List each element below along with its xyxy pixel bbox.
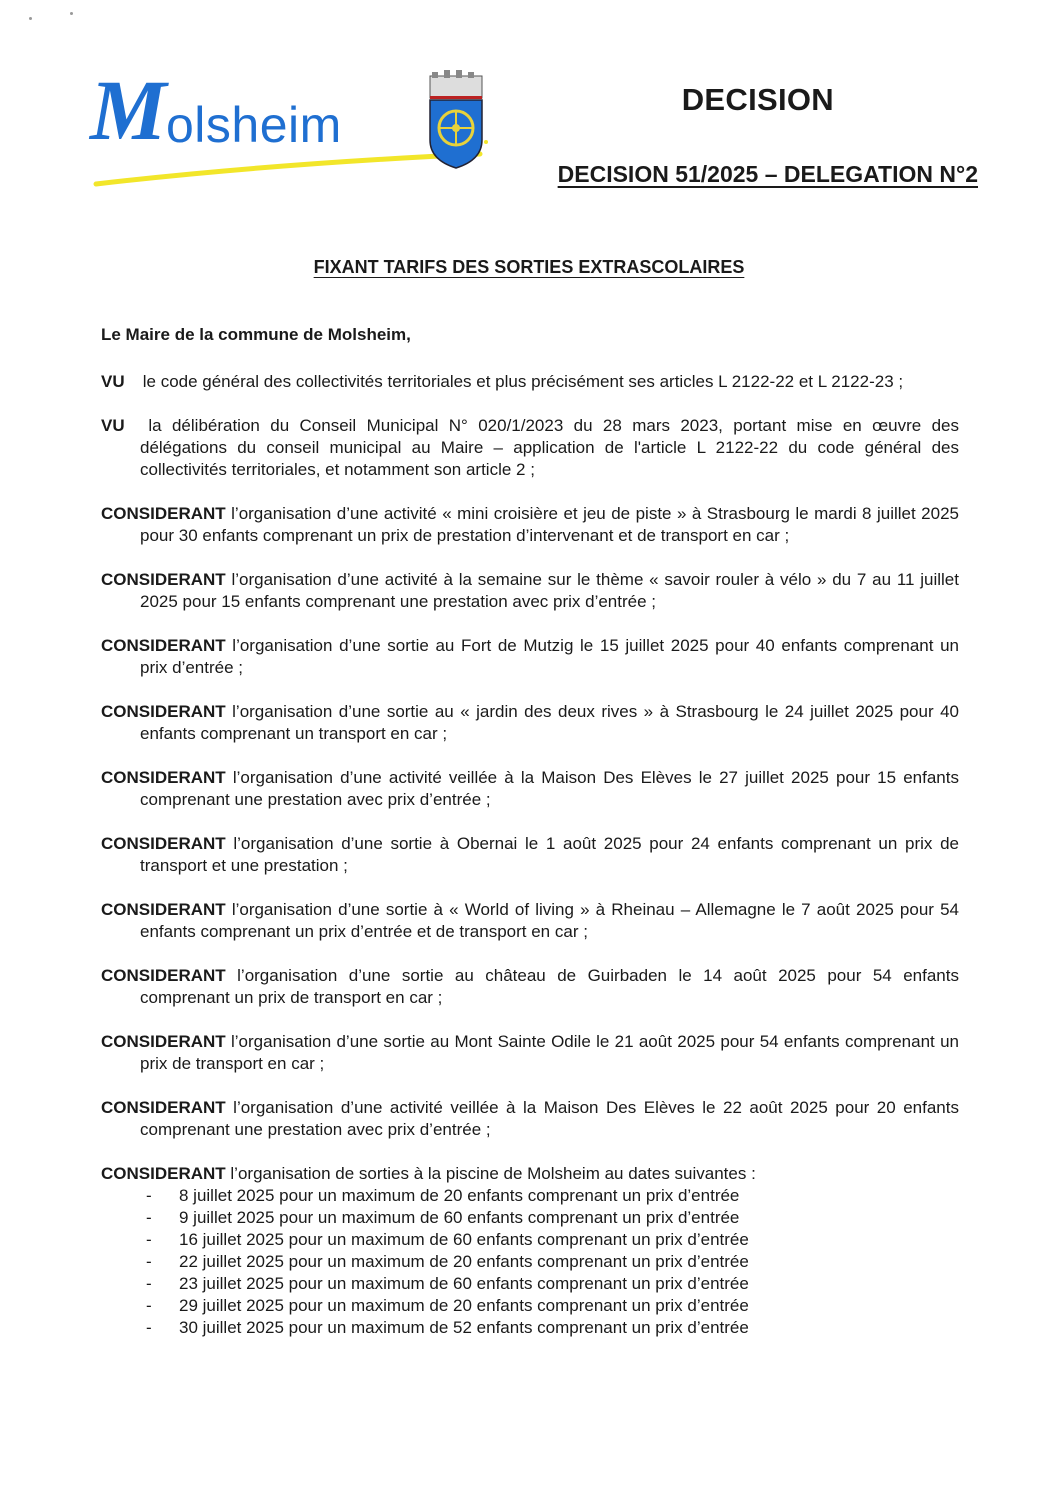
bullet-dash: - [146, 1318, 152, 1337]
visa-text: le code général des collectivités territoriales et plus précisément ses articles L 2122-22 et L 2122-23 ; [142, 372, 904, 391]
list-item [101, 1273, 959, 1295]
bullet-dash: - [146, 1252, 152, 1271]
considerant-text: l’organisation d’une activité veillée à la Maison Des Elèves le 27 juillet 2025 pour 15 enfants comprenant une prestation avec prix d’entrée ; [140, 768, 959, 809]
bullet-dash: - [146, 1186, 152, 1205]
visa-paragraph [101, 415, 959, 481]
considerant-paragraph [101, 635, 959, 679]
considerant-paragraph [101, 767, 959, 811]
list-item [101, 1317, 959, 1339]
considerant-paragraph [101, 569, 959, 613]
list-item [101, 1207, 959, 1229]
bullet-dash: - [146, 1296, 152, 1315]
list-item-text: 29 juillet 2025 pour un maximum de 20 enfants comprenant un prix d’entrée [179, 1296, 749, 1315]
list-item-text: 22 juillet 2025 pour un maximum de 20 enfants comprenant un prix d’entrée [179, 1252, 749, 1271]
logo-wordmark: olsheim [166, 97, 342, 153]
considerant-text: l’organisation d’une sortie au château de Guirbaden le 14 août 2025 pour 54 enfants comprenant un prix de transport en car ; [140, 966, 959, 1007]
list-item-text: 23 juillet 2025 pour un maximum de 60 enfants comprenant un prix d’entrée [179, 1274, 749, 1293]
list-item-text: 30 juillet 2025 pour un maximum de 52 enfants comprenant un prix d’entrée [179, 1318, 749, 1337]
list-item-text: 9 juillet 2025 pour un maximum de 60 enfants comprenant un prix d’entrée [179, 1208, 740, 1227]
scan-artifact [70, 12, 73, 15]
considerant-text: l’organisation d’une sortie au Mont Sainte Odile le 21 août 2025 pour 54 enfants comprenant un prix de transport en car ; [140, 1032, 959, 1073]
considerant-text: l’organisation de sorties à la piscine de Molsheim au dates suivantes : [230, 1164, 756, 1183]
list-item-text: 8 juillet 2025 pour un maximum de 20 enfants comprenant un prix d’entrée [179, 1186, 740, 1205]
considerant-keyword: CONSIDERANT [101, 1098, 226, 1117]
considerant-text: l’organisation d’une sortie au Fort de Mutzig le 15 juillet 2025 pour 40 enfants comprenant un prix d’entrée ; [140, 636, 959, 677]
considerant-text: l’organisation d’une sortie à Obernai le 1 août 2025 pour 24 enfants comprenant un prix de transport et une prestation ; [140, 834, 959, 875]
visa-paragraph [101, 371, 959, 393]
decision-reference: DECISION 51/2025 – DELEGATION N°2 [557, 161, 978, 187]
considerant-keyword: CONSIDERANT [101, 1032, 226, 1051]
considerant-paragraph [101, 1031, 959, 1075]
considerant-paragraph [101, 965, 959, 1009]
document-title: DECISION [681, 82, 834, 117]
visa-keyword: VU [101, 372, 125, 391]
considerant-keyword: CONSIDERANT [101, 504, 226, 523]
bullet-dash: - [146, 1274, 152, 1293]
considerant-keyword: CONSIDERANT [101, 966, 226, 985]
considerant-paragraph [101, 701, 959, 745]
considerant-paragraph [101, 503, 959, 547]
list-item [101, 1251, 959, 1273]
mayor-intro: Le Maire de la commune de Molsheim, [101, 325, 411, 344]
logo-initial: M [90, 62, 167, 158]
considerant-paragraph [101, 899, 959, 943]
bullet-dash: - [146, 1208, 152, 1227]
visa-text: la délibération du Conseil Municipal N° 020/1/2023 du 28 mars 2023, portant mise en œuvre des délégations du conseil municipal au Maire – application de l'article L 2122-22 du code général des collectivités territoriales, et notamment son article 2 ; [140, 416, 959, 479]
list-item [101, 1295, 959, 1317]
considerant-keyword: CONSIDERANT [101, 636, 226, 655]
considerant-keyword: CONSIDERANT [101, 570, 226, 589]
considerant-paragraph [101, 1097, 959, 1141]
considerant-paragraph [101, 833, 959, 877]
considerant-text: l’organisation d’une sortie au « jardin des deux rives » à Strasbourg le 24 juillet 2025 pour 40 enfants comprenant un transport en car ; [140, 702, 959, 743]
considerant-text: l’organisation d’une activité « mini croisière et jeu de piste » à Strasbourg le mardi 8 juillet 2025 pour 30 enfants comprenant un prix de prestation d’intervenant et de transport en car ; [140, 504, 959, 545]
considerant-paragraph-piscine [101, 1163, 959, 1185]
decision-subject: FIXANT TARIFS DES SORTIES EXTRASCOLAIRES [313, 257, 745, 277]
list-item [101, 1229, 959, 1251]
considerant-keyword: CONSIDERANT [101, 900, 226, 919]
considerant-text: l’organisation d’une sortie à « World of living » à Rheinau – Allemagne le 7 août 2025 pour 54 enfants comprenant un prix d’entrée et de transport en car ; [140, 900, 959, 941]
considerant-keyword: CONSIDERANT [101, 1164, 226, 1183]
considerant-keyword: CONSIDERANT [101, 702, 226, 721]
bullet-dash: - [146, 1230, 152, 1249]
list-item [101, 1185, 959, 1207]
considerant-keyword: CONSIDERANT [101, 834, 226, 853]
considerant-text: l’organisation d’une activité veillée à la Maison Des Elèves le 22 août 2025 pour 20 enfants comprenant une prestation avec prix d’entrée ; [140, 1098, 959, 1139]
scan-artifact [29, 17, 32, 20]
visa-keyword: VU [101, 416, 125, 435]
list-item-text: 16 juillet 2025 pour un maximum de 60 enfants comprenant un prix d’entrée [179, 1230, 749, 1249]
considerant-text: l’organisation d’une activité à la semaine sur le thème « savoir rouler à vélo » du 7 au 11 juillet 2025 pour 15 enfants comprenant une prestation avec prix d’entrée ; [140, 570, 959, 611]
considerant-keyword: CONSIDERANT [101, 768, 226, 787]
document-body [101, 371, 959, 1339]
piscine-dates-list [101, 1185, 959, 1339]
